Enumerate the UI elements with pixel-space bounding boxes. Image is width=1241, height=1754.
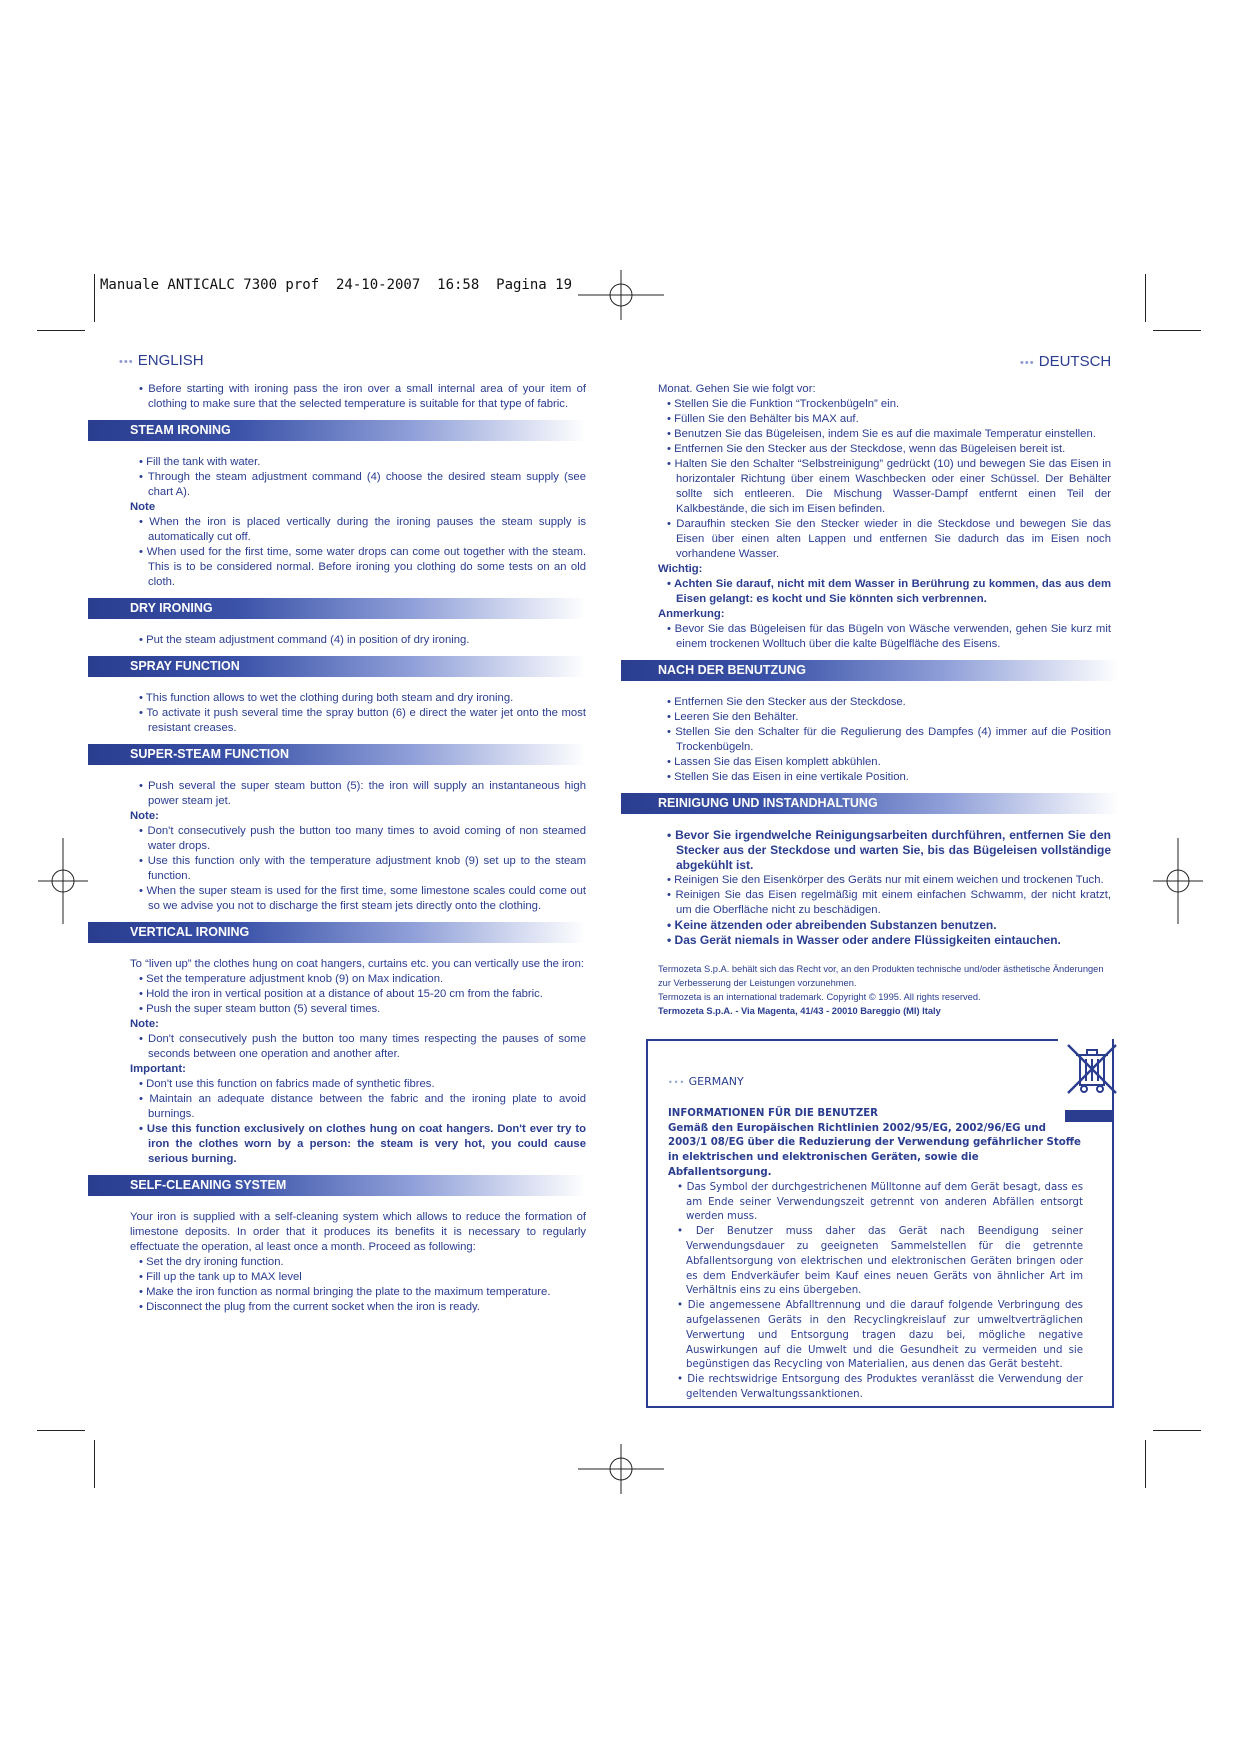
list-item: • Die angemessene Abfalltrennung und die darauf folgende Verbringung des aufgelassenen Geräts in den Recyclingkreislauf zur umweltverträglichen Verwertung und Entsorgung tragen dazu bei, mögliche negative Auswirkungen auf die Umwelt und die Gesundheit zu vermeiden und sie begünstigen das Recycling von Materialien, aus denen das Gerät besteht. [677, 1300, 1083, 1371]
paragraph: To “liven up” the clothes hung on coat hangers, curtains etc. you can vertically use the iron: [130, 958, 585, 970]
crop-mark [37, 330, 85, 331]
language-label: ENGLISH [137, 352, 204, 369]
crop-mark [94, 274, 95, 322]
list-item: • Don't consecutively push the button too many times to avoid coming of non steamed water drops. [139, 825, 586, 852]
registration-mark-icon [578, 270, 664, 320]
english-column [88, 382, 586, 1315]
note-title: Note: [130, 1018, 159, 1030]
list-item: • Die rechtswidrige Entsorgung des Produktes veranlässt die Verwendung der geltenden Verwaltungssanktionen. [677, 1374, 1083, 1400]
company-address: Termozeta S.p.A. - Via Magenta, 41/43 - 20010 Bareggio (MI) Italy [658, 1006, 941, 1016]
list-item: • Daraufhin stecken Sie den Stecker wieder in die Steckdose und bewegen Sie das Eisen über einen alten Lappen und entfernen Sie dadurch das im Eisen noch vorhandene Wasser. [667, 518, 1111, 560]
list-item: • Put the steam adjustment command (4) in position of dry ironing. [139, 634, 470, 646]
box-subtitle: Gemäß den Europäischen Richtlinien 2002/95/EG, 2002/96/EG und 2003/1 08/EG über die Reduzierung der Verwendung gefährlicher Stoffe in elektrischen und elektronischen Geräten, sowie die Abfallentsorgung. [668, 1122, 1081, 1178]
box-title: INFORMATIONEN FÜR DIE BENUTZER [668, 1107, 879, 1119]
crop-mark [1145, 274, 1146, 322]
crop-mark [1153, 1430, 1201, 1431]
warning-item: • Das Gerät niemals in Wasser oder andere Flüssigkeiten eintauchen. [667, 933, 1061, 947]
registration-mark-icon [578, 1444, 664, 1494]
note-title: Note: [130, 810, 159, 822]
list-item: • Reinigen Sie den Eisenkörper des Geräts nur mit einem weichen und trockenen Tuch. [667, 874, 1104, 886]
section-title-steam-ironing: STEAM IRONING [88, 420, 586, 441]
warning-item: • Bevor Sie irgendwelche Reinigungsarbeiten durchführen, entfernen Sie den Stecker aus der Steckdose und warten Sie, bis das Bügeleisen vollständige abgekühlt ist. [667, 828, 1111, 872]
list-item: • Set the temperature adjustment knob (9) on Max indication. [139, 973, 444, 985]
list-item: • Entfernen Sie den Stecker aus der Steckdose, wenn das Bügeleisen bereit ist. [667, 443, 1066, 455]
list-item: • Disconnect the plug from the current socket when the iron is ready. [139, 1301, 480, 1313]
list-item: • This function allows to wet the clothing during both steam and dry ironing. [139, 692, 514, 704]
list-item: • Das Symbol der durchgestrichenen Mülltonne auf dem Gerät besagt, dass es am Ende seiner Verwendungszeit getrennt von anderen Abfällen entsorgt werden muss. [677, 1181, 1083, 1223]
legal-text: Termozeta is an international trademark. Copyright © 1995. All rights reserved. [658, 992, 981, 1002]
note-title: Note [130, 501, 156, 513]
list-item: • Before starting with ironing pass the iron over a small internal area of your item of clothing to make sure that the selected temperature is suitable for that type of fabric. [139, 383, 586, 410]
list-item: • Lassen Sie das Eisen komplett abkühlen. [667, 756, 881, 768]
weee-bar [1065, 1110, 1112, 1122]
section-title-self-cleaning: SELF-CLEANING SYSTEM [88, 1175, 586, 1196]
list-item: • Halten Sie den Schalter “Selbstreinigung” gedrückt (10) und bewegen Sie das Eisen in horizontaler Richtung über einem Waschbecken oder einer Schüssel. Der Behälter sollte sich entleeren. Die Mischung Wasser-Dampf entfernt einen Teil der Kalkbestände, die sich im Eisen befinden. [667, 458, 1111, 515]
list-item: • When the super steam is used for the first time, some limestone scales could come out so we advise you not to discharge the first steam jets directly onto the clothing. [139, 885, 586, 912]
list-item: • Entfernen Sie den Stecker aus der Steckdose. [667, 696, 906, 708]
bullet-dots-icon: ••• [668, 1078, 686, 1087]
list-item: • When used for the first time, some water drops can come out together with the steam. This is to be considered normal. Before ironing you clothing do some tests on an old cloth. [139, 546, 586, 588]
list-item: • Don't consecutively push the button too many times respecting the pauses of some seconds between one operation and another after. [139, 1033, 586, 1060]
list-item: • Maintain an adequate distance between the fabric and the ironing plate to avoid burnings. [139, 1093, 586, 1120]
crop-mark [1153, 330, 1201, 331]
list-item: • Set the dry ironing function. [139, 1256, 284, 1268]
anmerkung-title: Anmerkung: [658, 608, 725, 620]
print-slug: Manuale ANTICALC 7300 prof 24-10-2007 16:58 Pagina 19 [100, 277, 573, 293]
list-item: • Make the iron function as normal bringing the plate to the maximum temperature. [139, 1286, 551, 1298]
warning-item: • Keine ätzenden oder abreibenden Substanzen benutzen. [667, 918, 997, 932]
language-heading-deutsch [1020, 353, 1111, 370]
country-label [668, 1075, 1083, 1091]
list-item: • Stellen Sie die Funktion “Trockenbügeln” ein. [667, 398, 900, 410]
list-item: • Der Benutzer muss daher das Gerät nach Beendigung seiner Verwendungsdauer zu geeigneten Sammelstellen für die getrennte Abfallentsorgung von elektrischen und elektronischen Geräten bringen oder es dem Endverkäufer beim Kauf eines neuen Geräts von ähnlicher Art im Verhältnis eins zu eins übergeben. [677, 1226, 1083, 1297]
weee-info-box [646, 1039, 1114, 1408]
list-item: • To activate it push several time the spray button (6) e direct the water jet onto the most resistant creases. [139, 707, 586, 734]
section-title-dry-ironing: DRY IRONING [88, 598, 586, 619]
crop-mark [37, 1430, 85, 1431]
registration-mark-icon [38, 838, 88, 924]
list-item: • Stellen Sie das Eisen in eine vertikale Position. [667, 771, 909, 783]
list-item: • Leeren Sie den Behälter. [667, 711, 799, 723]
registration-mark-icon [1153, 838, 1203, 924]
legal-text: Termozeta S.p.A. behält sich das Recht vor, an den Produkten technische und/oder ästhetische Änderungen zur Verbesserung der Leistungen vorzunehmen. [658, 964, 1104, 988]
section-title-spray-function: SPRAY FUNCTION [88, 656, 586, 677]
important-title: Important: [130, 1063, 186, 1075]
section-title-nach-der-benutzung: NACH DER BENUTZUNG [621, 660, 1119, 681]
list-item: • Füllen Sie den Behälter bis MAX auf. [667, 413, 859, 425]
deutsch-column [621, 382, 1119, 1018]
bullet-dots-icon: ••• [119, 356, 134, 368]
box-top-border [648, 1039, 1058, 1041]
section-title-vertical-ironing: VERTICAL IRONING [88, 922, 586, 943]
bullet-dots-icon: ••• [1020, 357, 1035, 369]
warning-item: • Use this function exclusively on clothes hung on coat hangers. Don't ever try to iron the clothes worn by a person: the steam is very hot, you could cause serious burning. [139, 1123, 586, 1165]
list-item: • Bevor Sie das Bügeleisen für das Bügeln von Wäsche verwenden, gehen Sie kurz mit einem trockenen Wolltuch über die kalte Bügelfläche des Eisens. [667, 623, 1111, 650]
list-item: • Reinigen Sie das Eisen regelmäßig mit einem einfachen Schwamm, der nicht kratzt, um die Oberfläche nicht zu beschädigen. [667, 889, 1111, 916]
section-title-super-steam: SUPER-STEAM FUNCTION [88, 744, 586, 765]
wichtig-title: Wichtig: [658, 563, 703, 575]
list-item: • Fill the tank with water. [139, 456, 261, 468]
language-heading-english [119, 352, 204, 369]
list-item: • Fill up the tank up to MAX level [139, 1271, 302, 1283]
section-title-reinigung: REINIGUNG UND INSTANDHALTUNG [621, 793, 1119, 814]
list-item: • Push the super steam button (5) several times. [139, 1003, 381, 1015]
language-label: DEUTSCH [1038, 353, 1112, 370]
list-item: • Push several the super steam button (5): the iron will supply an instantaneous high power steam jet. [139, 780, 586, 807]
list-item: • Benutzen Sie das Bügeleisen, indem Sie es auf die maximale Temperatur einstellen. [667, 428, 1096, 440]
crossed-bin-icon [1062, 1039, 1122, 1099]
list-item: • When the iron is placed vertically during the ironing pauses the steam supply is automatically cut off. [139, 516, 586, 543]
warning-item: • Achten Sie darauf, nicht mit dem Wasser in Berührung zu kommen, das aus dem Eisen gelangt: es kocht und Sie könnten sich verbrennen. [667, 578, 1111, 605]
list-item: • Through the steam adjustment command (4) choose the desired steam supply (see chart A). [139, 471, 586, 498]
list-item: • Hold the iron in vertical position at a distance of about 15-20 cm from the fabric. [139, 988, 543, 1000]
list-item: • Use this function only with the temperature adjustment knob (9) set up to the steam function. [139, 855, 586, 882]
crop-mark [94, 1440, 95, 1488]
paragraph: Your iron is supplied with a self-cleaning system which allows to reduce the formation of limestone deposits. In order that it produces its benefits it is necessary to regularly effectuate the operation, al least once a month. Proceed as following: [130, 1211, 586, 1253]
crop-mark [1145, 1440, 1146, 1488]
list-item: • Stellen Sie den Schalter für die Regulierung des Dampfes (4) immer auf die Position Trockenbügeln. [667, 726, 1111, 753]
country-text: GERMANY [688, 1075, 744, 1088]
list-item: • Don't use this function on fabrics made of synthetic fibres. [139, 1078, 435, 1090]
paragraph: Monat. Gehen Sie wie folgt vor: [658, 383, 816, 395]
